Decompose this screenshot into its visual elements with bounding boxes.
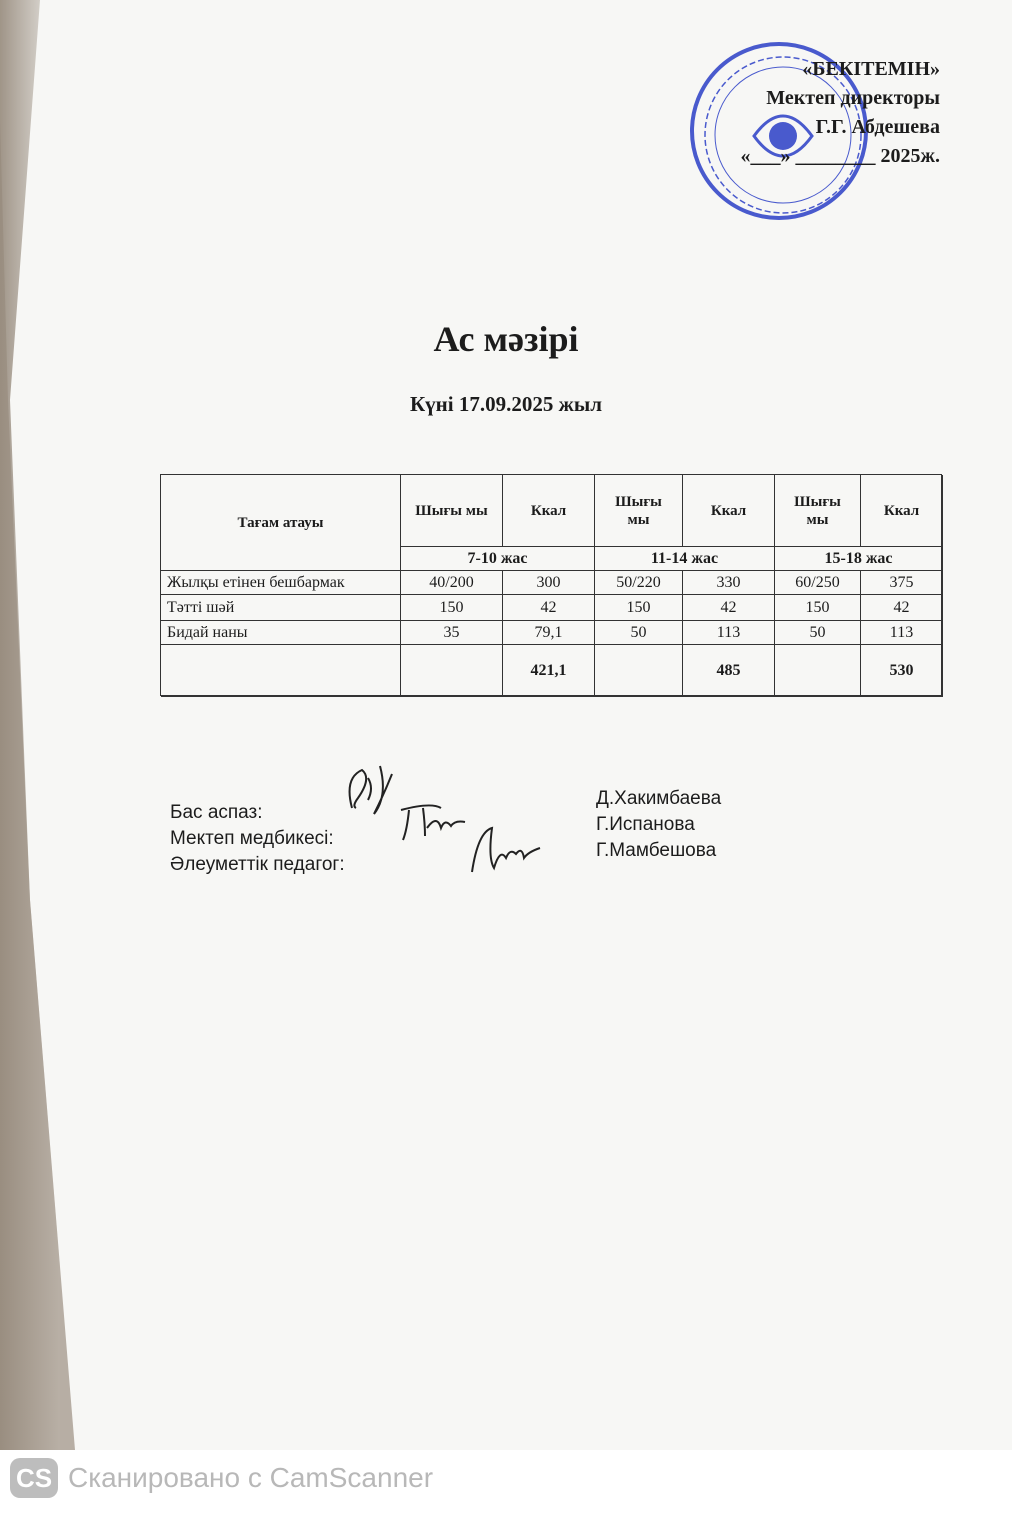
kcal-value: 79,1: [503, 621, 595, 645]
signature-roles: [170, 800, 345, 878]
approval-director-name: Г.Г. Абдешева: [815, 116, 940, 138]
page-title: Ас мәзірі: [433, 319, 579, 359]
scanner-watermark-text: Сканировано с CamScanner: [68, 1462, 434, 1493]
output-value: 60/250: [775, 571, 861, 595]
role-nurse: Мектеп медбикесі:: [170, 828, 334, 849]
kcal-value: 42: [683, 595, 775, 621]
approval-heading: «БЕКІТЕМІН»: [802, 58, 940, 80]
output-value: 150: [401, 595, 503, 621]
total-kcal-2: 485: [683, 645, 775, 697]
header-dish-name: Тағам атауы: [161, 475, 401, 571]
output-value: 40/200: [401, 571, 503, 595]
header-output: Шығы мы: [775, 475, 861, 547]
name-social-teacher: Г.Мамбешова: [596, 840, 717, 861]
kcal-value: 42: [503, 595, 595, 621]
totals-label: [161, 645, 401, 697]
name-nurse: Г.Испанова: [596, 814, 695, 835]
age-group-1: 7-10 жас: [401, 547, 595, 571]
output-value: 50: [595, 621, 683, 645]
age-group-2: 11-14 жас: [595, 547, 775, 571]
role-social-teacher: Әлеуметтік педагог:: [170, 854, 345, 875]
camscanner-logo-icon: CS: [10, 1458, 58, 1498]
approval-position: Мектеп директоры: [766, 87, 940, 109]
header-kcal: Ккал: [503, 475, 595, 547]
output-value: 50/220: [595, 571, 683, 595]
approval-block: [680, 55, 940, 171]
output-value: 50: [775, 621, 861, 645]
kcal-value: 300: [503, 571, 595, 595]
kcal-value: 42: [861, 595, 943, 621]
social-teacher-signature: [462, 818, 552, 878]
dish-name: Бидай наны: [161, 621, 401, 645]
kcal-value: 375: [861, 571, 943, 595]
output-value: 35: [401, 621, 503, 645]
menu-date: Күні 17.09.2025 жыл: [409, 392, 603, 416]
name-chef: Д.Хакимбаева: [596, 788, 722, 809]
header-output: Шығы мы: [595, 475, 683, 547]
kcal-value: 330: [683, 571, 775, 595]
dish-name: Тәтті шәй: [161, 595, 401, 621]
role-chef: Бас аспаз:: [170, 802, 263, 823]
header-kcal: Ккал: [683, 475, 775, 547]
totals-empty: [775, 645, 861, 697]
totals-empty: [401, 645, 503, 697]
kcal-value: 113: [683, 621, 775, 645]
total-kcal-1: 421,1: [503, 645, 595, 697]
age-group-3: 15-18 жас: [775, 547, 943, 571]
menu-table: [160, 474, 942, 696]
signature-names: [596, 786, 721, 864]
total-kcal-3: 530: [861, 645, 943, 697]
header-kcal: Ккал: [861, 475, 943, 547]
menu-table-grid: [160, 474, 942, 696]
output-value: 150: [595, 595, 683, 621]
output-value: 150: [775, 595, 861, 621]
header-output: Шығы мы: [401, 475, 503, 547]
totals-empty: [595, 645, 683, 697]
kcal-value: 113: [861, 621, 943, 645]
approval-date: «___» ________ 2025ж.: [740, 145, 940, 167]
dish-name: Жылқы етінен бешбармак: [161, 571, 401, 595]
